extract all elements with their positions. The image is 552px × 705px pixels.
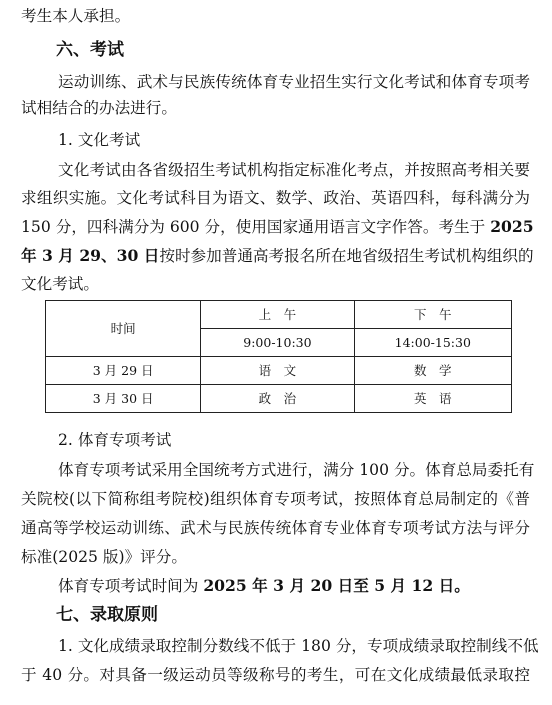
subject-cell: 英 语 bbox=[354, 385, 511, 413]
culture-line-2 bbox=[21, 188, 530, 208]
culture-line-1 bbox=[58, 160, 530, 180]
culture-text-4a: 年 3 月 29、30 日 bbox=[21, 246, 160, 265]
culture-text-1: 文化考试由各省级招生考试机构指定标准化考点，并按照高考相关要 bbox=[58, 161, 530, 179]
sports-line-3 bbox=[21, 518, 530, 538]
time-header-cell: 时间 bbox=[46, 301, 201, 357]
admit-text-2: 于 40 分。对具备一级运动员等级称号的考生，可在文化成绩最低录取控 bbox=[21, 666, 530, 684]
exam-schedule-table bbox=[45, 300, 512, 413]
culture-text-2: 求组织实施。文化考试科目为语文、数学、政治、英语四科，每科满分为 bbox=[21, 189, 530, 207]
subject-cell: 政 治 bbox=[201, 385, 354, 413]
culture-text-3b: 2025 bbox=[490, 217, 534, 236]
section-heading-exam: 六、考试 bbox=[56, 40, 124, 60]
date-cell: 3 月 30 日 bbox=[46, 385, 201, 413]
culture-text-3a: 150 分，四科满分为 600 分，使用国家通用语言文字作答。考生于 bbox=[21, 218, 491, 236]
intro-text-1: 运动训练、武术与民族传统体育专业招生实行文化考试和体育专项考 bbox=[58, 73, 530, 91]
table-row bbox=[46, 357, 512, 385]
intro-line-2: 试相结合的办法进行。 bbox=[21, 99, 177, 117]
date-cell: 3 月 29 日 bbox=[46, 357, 201, 385]
table-row bbox=[46, 385, 512, 413]
sports-text-2: 关院校(以下简称组考院校)组织体育专项考试，按照体育总局制定的《普 bbox=[21, 490, 530, 508]
morning-time-cell: 9:00-10:30 bbox=[201, 329, 354, 357]
admit-text-1: 1. 文化成绩录取控制分数线不低于 180 分，专项成绩录取控制线不低 bbox=[58, 637, 539, 655]
morning-header-cell: 上 午 bbox=[201, 301, 354, 329]
subject-cell: 语 文 bbox=[201, 357, 354, 385]
culture-text-4b: 按时参加普通高考报名所在地省级招生考试机构组织的 bbox=[159, 247, 534, 265]
sports-text-1: 体育专项考试采用全国统考方式进行，满分 100 分。体育总局委托有 bbox=[58, 461, 535, 479]
sports-line-2 bbox=[21, 489, 530, 509]
intro-line-1 bbox=[58, 72, 530, 92]
sports-line-1 bbox=[58, 460, 535, 480]
admit-line-2 bbox=[21, 665, 530, 685]
sports-time-text-b: 2025 年 3 月 20 日至 5 月 12 日。 bbox=[203, 576, 470, 595]
table-row bbox=[46, 301, 512, 329]
sports-time-text-a: 体育专项考试时间为 bbox=[58, 577, 204, 595]
culture-line-3 bbox=[21, 217, 534, 237]
sports-line-4: 标准(2025 版)》评分。 bbox=[21, 548, 187, 566]
sports-text-3: 通高等学校运动训练、武术与民族传统体育专业体育专项考试方法与评分 bbox=[21, 519, 530, 537]
paragraph-tail: 考生本人承担。 bbox=[21, 7, 131, 25]
afternoon-time-cell: 14:00-15:30 bbox=[354, 329, 511, 357]
culture-line-5: 文化考试。 bbox=[21, 275, 99, 293]
admit-line-1 bbox=[58, 636, 539, 656]
subject-cell: 数 学 bbox=[354, 357, 511, 385]
sports-time-line bbox=[58, 576, 470, 596]
subsection-heading-sports: 2. 体育专项考试 bbox=[58, 431, 172, 449]
section-heading-admission: 七、录取原则 bbox=[56, 605, 158, 625]
afternoon-header-cell: 下 午 bbox=[354, 301, 511, 329]
culture-line-4 bbox=[21, 246, 534, 266]
subsection-heading-culture: 1. 文化考试 bbox=[58, 131, 141, 149]
